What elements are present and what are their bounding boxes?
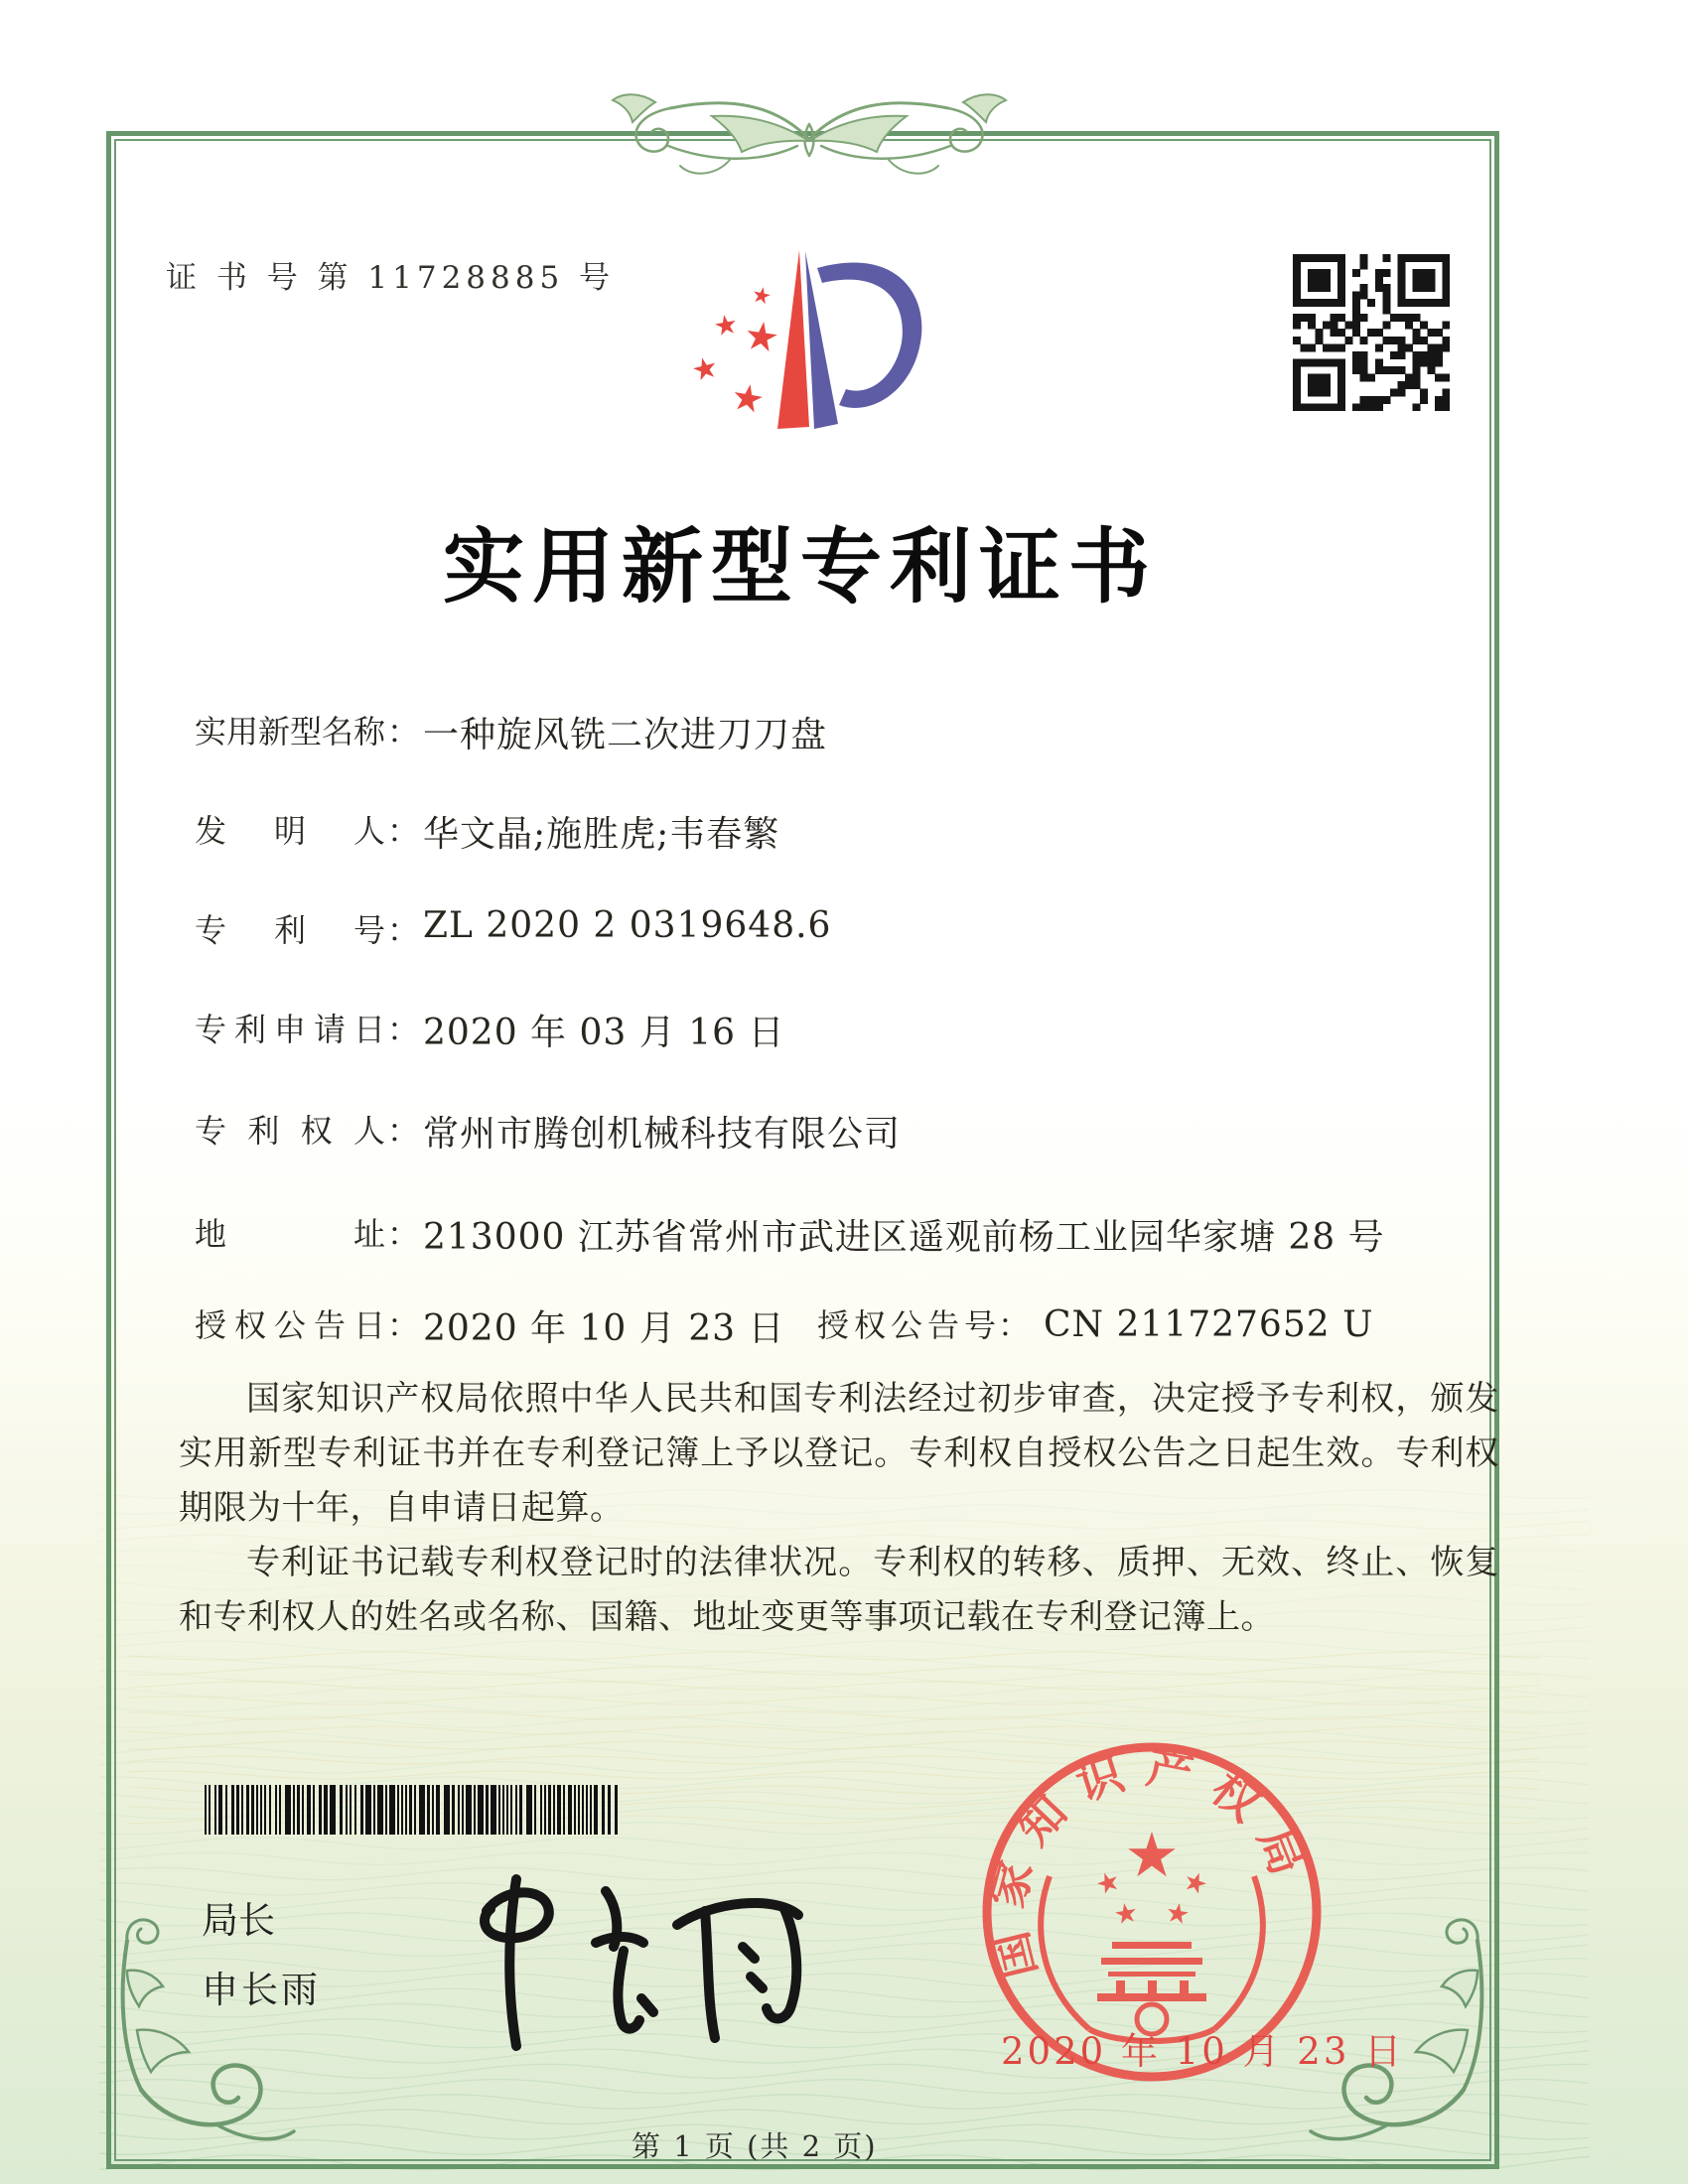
certificate-title: 实用新型专利证书 xyxy=(443,519,1159,614)
logo-stars xyxy=(691,285,778,413)
field-value: 一种旋风铣二次进刀刀盘 xyxy=(423,715,828,755)
field-colon: ： xyxy=(387,1112,420,1150)
field-colon: ： xyxy=(387,911,420,949)
certificate-number: 证 书 号 第 11728885 号 xyxy=(166,260,616,296)
field-row-patentee xyxy=(195,1106,902,1155)
field-value: CN 211727652 U xyxy=(1044,1304,1374,1345)
seal-date: 2020 年 10 月 23 日 xyxy=(1001,2030,1405,2073)
field-label: 专利申请日 xyxy=(195,1011,385,1048)
legal-paragraph-1: 国家知识产权局依照中华人民共和国专利法经过初步审查，决定授予专利权，颁发实用新型专利证书并在专利登记簿上予以登记。专利权自授权公告之日起生效。专利权期限为十年，自申请日起算。 xyxy=(179,1379,1499,1528)
field-value: ZL 2020 2 0319648.6 xyxy=(423,905,832,946)
officer-block xyxy=(202,1886,321,2025)
field-label: 专利权人 xyxy=(195,1112,385,1150)
field-label: 专利号 xyxy=(195,911,385,949)
field-row-address xyxy=(195,1209,1385,1258)
field-row-patent-number xyxy=(195,905,832,951)
field-colon: ： xyxy=(387,812,420,850)
field-row-grant-date-and-number xyxy=(195,1300,1374,1349)
field-colon: ： xyxy=(387,1215,420,1253)
field-value: 2020 年 10 月 23 日 xyxy=(423,1308,785,1349)
field-value: 常州市腾创机械科技有限公司 xyxy=(423,1114,902,1155)
field-label: 授权公告日 xyxy=(195,1306,385,1344)
field-colon: ： xyxy=(387,1306,420,1344)
officer-name: 申长雨 xyxy=(202,1970,321,2010)
field-label: 实用新型名称 xyxy=(195,713,386,751)
page-number-footer: 第 1 页 (共 2 页) xyxy=(632,2129,878,2163)
cnipa-logo xyxy=(675,243,929,442)
field-value: 华文晶;施胜虎;韦春繁 xyxy=(423,814,780,855)
field-label: 授权公告号 xyxy=(817,1306,996,1344)
field-colon: ： xyxy=(998,1306,1031,1344)
logo-red-wedge xyxy=(777,250,809,429)
field-row-filing-date xyxy=(195,1005,785,1053)
field-label: 发明人 xyxy=(195,812,385,850)
qr-code xyxy=(1293,254,1450,411)
legal-body-text xyxy=(179,1372,1499,1645)
field-colon: ： xyxy=(387,1011,420,1048)
field-label: 地址 xyxy=(195,1215,385,1253)
grant-number-pair xyxy=(817,1300,1373,1346)
officer-title: 局长 xyxy=(202,1900,275,1941)
top-flourish-ornament xyxy=(561,84,1057,184)
seal-national-emblem xyxy=(1041,1832,1263,2041)
field-row-inventors xyxy=(195,806,780,855)
legal-paragraph-2: 专利证书记载专利权登记时的法律状况。专利权的转移、质押、无效、终止、恢复和专利权人的姓名或名称、国籍、地址变更等事项记载在专利登记簿上。 xyxy=(179,1543,1499,1637)
barcode xyxy=(205,1785,622,1835)
field-row-utility-model-name xyxy=(195,707,828,755)
field-value: 213000 江苏省常州市武进区遥观前杨工业园华家塘 28 号 xyxy=(423,1217,1385,1258)
handwritten-signature xyxy=(457,1851,814,2055)
field-colon: ： xyxy=(387,713,420,751)
seal-org-text: 国家知识产权局 xyxy=(979,1739,1322,1984)
logo-blue-wedge xyxy=(805,251,921,429)
field-value: 2020 年 03 月 16 日 xyxy=(423,1013,785,1053)
